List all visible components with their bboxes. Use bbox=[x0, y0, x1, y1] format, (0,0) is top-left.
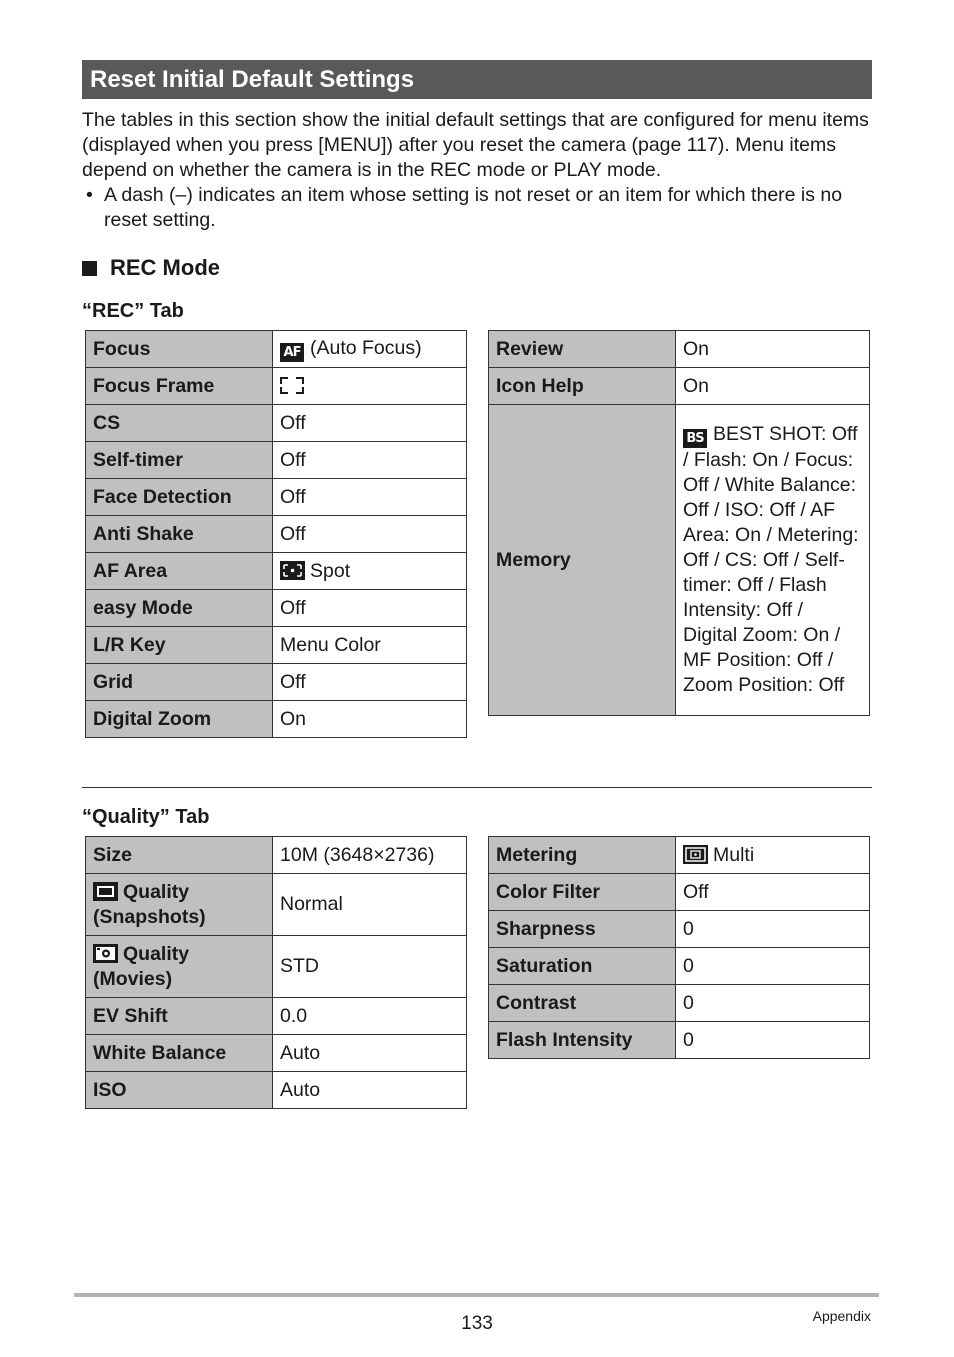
setting-name: AF Area bbox=[86, 553, 273, 590]
setting-value: STD bbox=[273, 936, 467, 998]
table-row bbox=[86, 701, 467, 738]
intro-bullet bbox=[82, 183, 877, 233]
table-row bbox=[86, 874, 467, 936]
bullet-text: A dash (–) indicates an item whose setting is not reset or an item for which there is no reset setting. bbox=[104, 184, 843, 231]
setting-value: 0 bbox=[676, 1022, 870, 1059]
setting-value: 10M (3648×2736) bbox=[273, 837, 467, 874]
table-row bbox=[86, 627, 467, 664]
setting-name: Anti Shake bbox=[86, 516, 273, 553]
table-row bbox=[86, 837, 467, 874]
table-row bbox=[86, 998, 467, 1035]
quality-tab-heading: “Quality” Tab bbox=[82, 806, 210, 828]
setting-name: Color Filter bbox=[489, 874, 676, 911]
setting-name: Contrast bbox=[489, 985, 676, 1022]
setting-value: On bbox=[676, 368, 870, 405]
setting-name: Flash Intensity bbox=[489, 1022, 676, 1059]
setting-name: Self-timer bbox=[86, 442, 273, 479]
setting-value: On bbox=[676, 331, 870, 368]
setting-value: On bbox=[273, 701, 467, 738]
setting-name: L/R Key bbox=[86, 627, 273, 664]
page-number: 133 bbox=[461, 1313, 493, 1334]
setting-name: easy Mode bbox=[86, 590, 273, 627]
table-row bbox=[86, 1035, 467, 1072]
section-heading bbox=[82, 253, 220, 283]
setting-value: Off bbox=[273, 590, 467, 627]
quality-settings-table bbox=[85, 836, 467, 1109]
setting-value: Off bbox=[273, 442, 467, 479]
table-row bbox=[489, 368, 870, 405]
setting-name: Digital Zoom bbox=[86, 701, 273, 738]
setting-name: Memory bbox=[489, 405, 676, 716]
setting-name: Focus bbox=[86, 331, 273, 368]
table-row bbox=[489, 837, 870, 874]
section-divider bbox=[82, 787, 872, 788]
setting-value: 0.0 bbox=[273, 998, 467, 1035]
table-row bbox=[86, 516, 467, 553]
rec-tab-heading: “REC” Tab bbox=[82, 300, 184, 322]
table-row bbox=[86, 442, 467, 479]
table-row bbox=[86, 368, 467, 405]
table-row bbox=[86, 553, 467, 590]
setting-value: 0 bbox=[676, 985, 870, 1022]
setting-value: Off bbox=[273, 516, 467, 553]
setting-name: Quality (Snapshots) bbox=[86, 874, 273, 936]
setting-name: Quality (Movies) bbox=[86, 936, 273, 998]
setting-value: Off bbox=[273, 479, 467, 516]
table-row bbox=[86, 936, 467, 998]
af-icon: AF bbox=[280, 343, 304, 362]
setting-value: AF (Auto Focus) bbox=[273, 331, 467, 368]
setting-value: Menu Color bbox=[273, 627, 467, 664]
setting-name: EV Shift bbox=[86, 998, 273, 1035]
footer-section-label: Appendix bbox=[812, 1308, 871, 1324]
setting-name: Review bbox=[489, 331, 676, 368]
setting-value: Spot bbox=[273, 553, 467, 590]
rec-settings-table-right bbox=[488, 330, 870, 716]
table-row bbox=[489, 874, 870, 911]
table-row bbox=[86, 664, 467, 701]
rec-settings-table bbox=[85, 330, 467, 738]
table-row bbox=[489, 331, 870, 368]
setting-name: CS bbox=[86, 405, 273, 442]
setting-name: Grid bbox=[86, 664, 273, 701]
section-heading-label: REC Mode bbox=[110, 255, 220, 280]
bullet-mark: • bbox=[86, 184, 93, 206]
setting-value: Auto bbox=[273, 1035, 467, 1072]
movie-icon bbox=[93, 944, 118, 963]
setting-value: Auto bbox=[273, 1072, 467, 1109]
table-row bbox=[489, 948, 870, 985]
setting-name: White Balance bbox=[86, 1035, 273, 1072]
quality-settings-table-right bbox=[488, 836, 870, 1059]
setting-value: 0 bbox=[676, 911, 870, 948]
bs-icon: BS bbox=[683, 429, 707, 448]
focus-frame-icon bbox=[280, 377, 304, 394]
table-row bbox=[86, 1072, 467, 1109]
table-row bbox=[86, 479, 467, 516]
footer-divider bbox=[74, 1293, 879, 1297]
page-title: Reset Initial Default Settings bbox=[82, 60, 872, 99]
intro-text bbox=[82, 108, 877, 233]
table-row bbox=[86, 590, 467, 627]
setting-name: Focus Frame bbox=[86, 368, 273, 405]
setting-name: Saturation bbox=[489, 948, 676, 985]
setting-value: Off bbox=[273, 405, 467, 442]
table-row bbox=[489, 985, 870, 1022]
setting-name: ISO bbox=[86, 1072, 273, 1109]
setting-name: Size bbox=[86, 837, 273, 874]
intro-paragraph: The tables in this section show the initial default settings that are configured for menu items (displayed when you press [MENU]) after you reset the camera (page 117). Menu items depend on whether the camera is in the REC mode or PLAY mode. bbox=[82, 109, 869, 181]
setting-value bbox=[273, 368, 467, 405]
table-row bbox=[86, 331, 467, 368]
setting-value: Off bbox=[676, 874, 870, 911]
setting-value: Off bbox=[273, 664, 467, 701]
multi-metering-icon bbox=[683, 845, 708, 864]
setting-name: Face Detection bbox=[86, 479, 273, 516]
setting-value: 0 bbox=[676, 948, 870, 985]
setting-name: Metering bbox=[489, 837, 676, 874]
table-row bbox=[489, 405, 870, 716]
snapshot-icon bbox=[93, 882, 118, 901]
table-row bbox=[489, 1022, 870, 1059]
square-bullet-icon bbox=[82, 261, 97, 276]
setting-name: Sharpness bbox=[489, 911, 676, 948]
setting-value: Normal bbox=[273, 874, 467, 936]
setting-value: BS BEST SHOT: Off / Flash: On / Focus: Off / White Balance: Off / ISO: Off / AF Area: On / Metering: Off / CS: Off / Self-timer: Off / Flash Intensity: Off / Digital Zoom: On / MF Position: Off / Zoom Position: Off bbox=[676, 405, 870, 716]
setting-name: Icon Help bbox=[489, 368, 676, 405]
table-row bbox=[489, 911, 870, 948]
spot-icon bbox=[280, 561, 305, 580]
setting-value: Multi bbox=[676, 837, 870, 874]
table-row bbox=[86, 405, 467, 442]
